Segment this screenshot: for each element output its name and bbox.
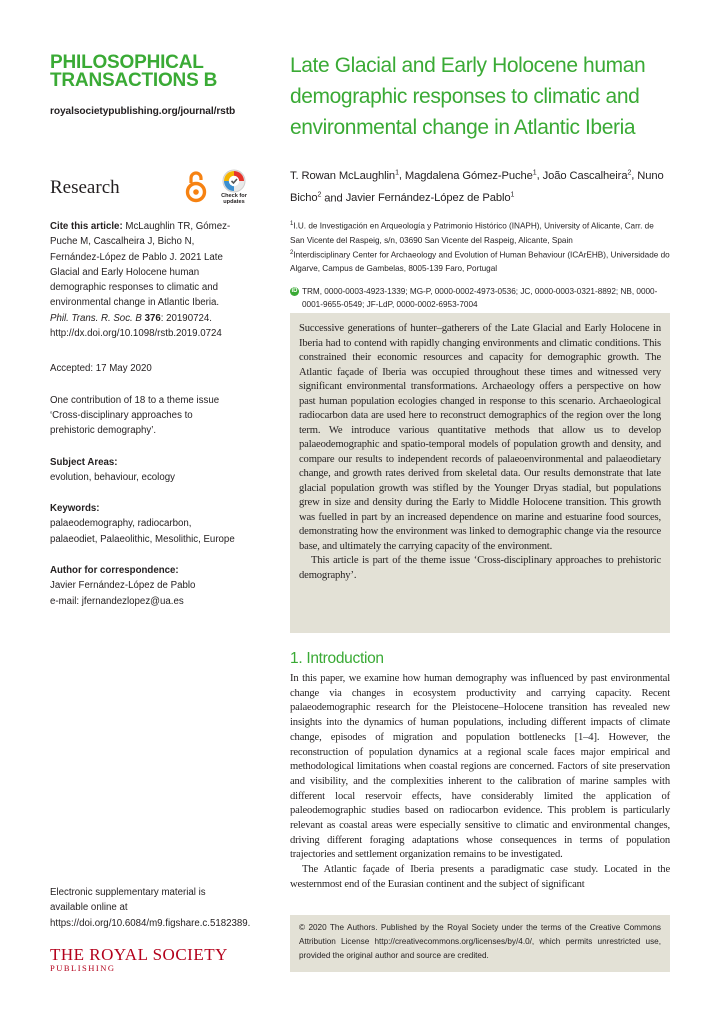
body-paragraph: The Atlantic façade of Iberia presents a paradigmatic case study. Located in the westernmost end of the Eurasian continent and the subject of significant	[290, 864, 670, 890]
journal-url[interactable]: royalsocietypublishing.org/journal/rstb	[50, 106, 236, 117]
license-box: © 2020 The Authors. Published by the Royal Society under the terms of the Creative Commons Attribution License http://creativecommons.org/licenses/by/4.0/, which permits unrestricted use, provided the original author and source are credited.	[290, 915, 670, 972]
check-for-updates-icon	[217, 169, 251, 193]
section-heading-introduction: 1. Introduction	[290, 650, 384, 667]
supplementary-material-note[interactable]: Electronic supplementary material is available online at https://doi.org/10.6084/m9.figshare.c.5182389.	[50, 887, 251, 929]
abstract-paragraph: Successive generations of hunter–gatherers of the Late Glacial and Early Holocene in Iberia had to contend with rapidly changing environments and climatic conditions. This constrained their economic resources and capacity for demographic growth. The Atlantic façade of Iberia was occupied throughout these times and witnessed very significant environmental transformations. Archaeology offers a perspective on how past human population ecologies changed in response to this scenario. Archaeological radiocarbon data are used here to reconstruct demographics of the region over the long term. We introduce various quantitative methods that allow us to develop palaeodemographic and spatio-temporal models of population growth and density, and compare our results to independent records of palaeoenvironmental and palaeodietary change, and growth rates derived from skeletal data. Our results demonstrate that late glacial population growth was stifled by the Younger Dryas stadial, but populations grew in size and density during the Early to Middle Holocene transition. This growth was fuelled in part by an increased dependence on marine and estuarine food sources, demonstrating how the environment was linked to demographic change via the resource base, and ultimately the carrying capacity of the environment.	[299, 323, 661, 552]
author[interactable]: T. Rowan McLaughlin$^1$	[290, 169, 399, 182]
orcid-icon: iD	[291, 287, 298, 294]
author[interactable]: Magdalena Gómez-Puche$^1$	[404, 169, 537, 182]
affiliation: $^2$Interdisciplinary Center for Archaeology and Evolution of Human Behaviour (ICArEHB), Universidade do Algarve, Campus de Gambelas, 8005-139 Faro, Portugal	[290, 250, 670, 274]
keywords: palaeodemography, radiocarbon, palaeodiet, Palaeolithic, Mesolithic, Europe	[50, 518, 235, 545]
journal-name-line2: TRANSACTIONS B	[50, 70, 218, 91]
subject-areas-heading: Subject Areas:	[50, 456, 118, 468]
check-for-updates-badge[interactable]	[217, 169, 251, 209]
body-paragraph: In this paper, we examine how human demography was influenced by past environmental change via changes in ecosystem productivity and carrying capacity. Recent palaeodemographic research for the Pleistocene–Holocene transition has revealed new insights into the dynamics of human populations, including different impacts of climate change, episodes of migration and population bottlenecks [1–4]. However, the reconstruction of population dynamics at a regional scale faces major empirical and methodological limitations when coastal regions are concerned. Factors of site preservation and visibility, and the complexities inherent to the calibration of marine samples with different local reservoir effects, have considerably limited the application of paleodemographic studies based on radiocarbon evidence. This problem is particularly relevant as coastal areas were especially sensitive to climatic and environmental changes, driving different foraging adaptations whose consequences in terms of population trajectories and settlement organization remains to be investigated.	[290, 673, 670, 861]
publisher-logo-line1: THE ROYAL SOCIETY	[50, 945, 228, 964]
introduction-body	[290, 672, 670, 893]
citation	[50, 219, 240, 341]
affiliations	[290, 218, 670, 275]
journal-name[interactable]	[50, 54, 240, 90]
check-for-updates-line1: Check for	[221, 193, 247, 199]
correspondence-heading: Author for correspondence:	[50, 565, 179, 577]
abstract-box	[290, 313, 670, 633]
accepted-date: Accepted: 17 May 2020	[50, 363, 152, 375]
journal-name-line1: PHILOSOPHICAL	[50, 52, 204, 73]
author-list: T. Rowan McLaughlin$^1$, Magdalena Gómez-Puche$^1$, João Cascalheira$^2$, Nuno Bicho$^2$ and Javier Fernández-López de Pablo$^1$	[290, 169, 664, 205]
publisher-logo[interactable]	[50, 946, 240, 973]
affiliation: $^1$I.U. de Investigación en Arqueología y Patrimonio Histórico (INAPH), University of Alicante, Carr. de San Vicente del Raspeig, s/n, 03690 San Vicente del Raspeig, Alicante, Spain	[290, 221, 654, 245]
keywords-heading: Keywords:	[50, 503, 100, 515]
article-header	[290, 50, 670, 312]
citation-text: McLaughlin TR, Gómez-Puche M, Cascalheira J, Bicho N, Fernández-López de Pablo J. 2021 Late Glacial and Early Holocene human demographic responses to climatic and environmental change in Atlantic Iberia.	[50, 221, 231, 309]
article-title: Late Glacial and Early Holocene human demographic responses to climatic and environmental change in Atlantic Iberia	[290, 54, 646, 139]
abstract-theme-note: This article is part of the theme issue ‘Cross-disciplinary approaches to prehistoric demography’.	[299, 555, 661, 581]
citation-volume: 376	[144, 312, 161, 324]
correspondence-name: Javier Fernández-López de Pablo	[50, 580, 196, 592]
orcid-list	[290, 285, 670, 312]
orcid-ids[interactable]: TRM, 0000-0003-4923-1339; MG-P, 0000-0002-4973-0536; JC, 0000-0003-0321-8892; NB, 0000-0001-9655-0549; JF-LdP, 0000-0002-6953-7004	[302, 286, 658, 310]
check-for-updates-line2: updates	[223, 199, 245, 205]
article-type-row	[50, 169, 247, 207]
citation-journal: Phil. Trans. R. Soc. B	[50, 312, 142, 324]
theme-issue-note: One contribution of 18 to a theme issue ‘Cross-disciplinary approaches to prehistoric demography’.	[50, 394, 220, 437]
citation-doi[interactable]: : 20190724. http://dx.doi.org/10.1098/rstb.2019.0724	[50, 312, 222, 340]
correspondence-email[interactable]: e-mail: jfernandezlopez@ua.es	[50, 595, 184, 607]
author[interactable]: João Cascalheira$^2$	[542, 169, 632, 182]
author[interactable]: Nuno Bicho$^2$	[290, 169, 664, 205]
article-type: Research	[50, 177, 120, 198]
publisher-logo-line2: PUBLISHING	[50, 963, 116, 973]
subject-areas: evolution, behaviour, ecology	[50, 471, 175, 483]
citation-label: Cite this article:	[50, 221, 123, 232]
open-access-icon	[185, 169, 207, 203]
left-sidebar	[50, 52, 247, 609]
author[interactable]: Javier Fernández-López de Pablo$^1$	[345, 191, 515, 205]
